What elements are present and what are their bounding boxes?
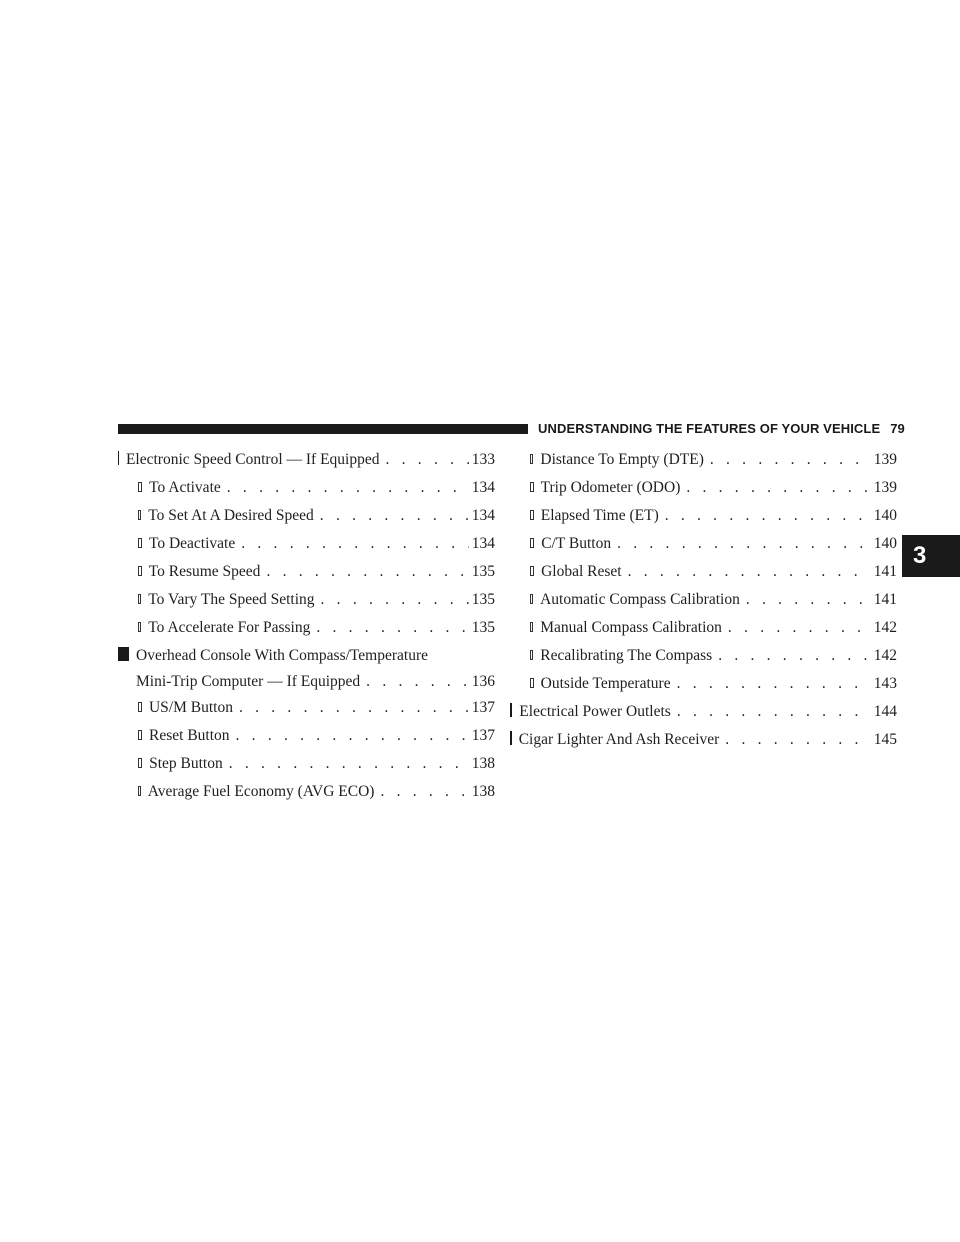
hollow-square-bullet-icon	[138, 622, 141, 632]
toc-subentry[interactable]	[510, 474, 897, 502]
dot-leader	[671, 698, 871, 726]
dot-leader	[260, 558, 469, 586]
dot-leader	[221, 474, 469, 502]
toc-section-entry[interactable]	[510, 726, 897, 754]
hollow-square-bullet-icon	[530, 566, 534, 576]
toc-subentry[interactable]	[510, 586, 897, 614]
toc-subentry-label: Trip Odometer (ODO)	[540, 479, 681, 496]
dot-leader	[230, 722, 469, 750]
filled-square-bullet-icon	[510, 703, 512, 717]
dot-leader	[223, 750, 469, 778]
toc-page-number: 142	[873, 647, 897, 664]
hollow-square-bullet-icon	[530, 622, 533, 632]
toc-section-label: Cigar Lighter And Ash Receiver	[518, 731, 720, 748]
toc-page-number: 141	[873, 591, 897, 608]
toc-page-number: 140	[873, 507, 897, 524]
toc-subentry-label: Step Button	[149, 755, 223, 772]
toc-page-number: 135	[471, 619, 495, 636]
toc-page-number: 142	[873, 619, 897, 636]
dot-leader	[380, 446, 470, 474]
toc-subentry[interactable]	[510, 502, 897, 530]
hollow-square-bullet-icon	[530, 482, 534, 492]
dot-leader	[671, 670, 871, 698]
toc-page-number: 134	[471, 507, 495, 524]
toc-subentry[interactable]	[510, 530, 897, 558]
running-header	[538, 420, 905, 438]
toc-subentry-label: To Resume Speed	[148, 563, 261, 580]
toc-subentry-label: To Accelerate For Passing	[148, 619, 311, 636]
header-page-number: 79	[890, 421, 905, 436]
toc-subentry[interactable]	[118, 722, 495, 750]
toc-subentry-label: Global Reset	[541, 563, 622, 580]
dot-leader	[360, 670, 469, 694]
toc-left-column	[118, 446, 495, 806]
toc-page-number: 137	[471, 727, 495, 744]
dot-leader	[233, 694, 469, 722]
toc-page-number: 144	[873, 703, 897, 720]
hollow-square-bullet-icon	[138, 566, 142, 576]
toc-subentry-label: Reset Button	[149, 727, 230, 744]
toc-page-number: 136	[471, 673, 495, 690]
toc-section-label: Electronic Speed Control — If Equipped	[125, 451, 380, 468]
toc-section-entry[interactable]	[118, 446, 495, 474]
header-title: UNDERSTANDING THE FEATURES OF YOUR VEHICLE	[538, 421, 881, 436]
dot-leader	[659, 502, 871, 530]
dot-leader	[374, 778, 469, 806]
toc-subentry-label: Average Fuel Economy (AVG ECO)	[147, 783, 375, 800]
toc-subentry-label: Elapsed Time (ET)	[540, 507, 659, 524]
toc-page-number: 134	[471, 479, 495, 496]
toc-subentry-label: Automatic Compass Calibration	[540, 591, 740, 608]
hollow-square-bullet-icon	[530, 678, 534, 688]
filled-square-bullet-icon	[118, 647, 129, 661]
filled-square-bullet-icon	[510, 731, 512, 745]
toc-subentry-label: To Activate	[149, 479, 221, 496]
toc-subentry-label: C/T Button	[541, 535, 612, 552]
toc-page-number: 140	[873, 535, 897, 552]
toc-section-entry[interactable]	[510, 698, 897, 726]
dot-leader	[719, 726, 871, 754]
toc-page-number: 143	[873, 675, 897, 692]
dot-leader	[622, 558, 871, 586]
toc-subentry[interactable]	[510, 614, 897, 642]
toc-section-label: Electrical Power Outlets	[519, 703, 671, 720]
toc-subentry[interactable]	[118, 778, 495, 806]
toc-subentry[interactable]	[510, 670, 897, 698]
toc-subentry-label: US/M Button	[148, 699, 233, 716]
hollow-square-bullet-icon	[530, 650, 533, 660]
toc-subentry[interactable]	[118, 614, 495, 642]
header-rule	[118, 424, 528, 434]
toc-page-number: 138	[471, 755, 495, 772]
hollow-square-bullet-icon	[138, 510, 141, 520]
hollow-square-bullet-icon	[138, 594, 141, 604]
filled-square-bullet-icon	[118, 451, 119, 465]
toc-right-column	[510, 446, 897, 754]
dot-leader	[310, 614, 469, 642]
toc-page-number: 135	[471, 591, 495, 608]
toc-page-number: 139	[873, 451, 897, 468]
toc-subentry-label: Recalibrating The Compass	[540, 647, 713, 664]
toc-subentry-label: To Set At A Desired Speed	[148, 507, 314, 524]
dot-leader	[712, 642, 871, 670]
dot-leader	[611, 530, 871, 558]
toc-subentry-label: Distance To Empty (DTE)	[540, 451, 704, 468]
hollow-square-bullet-icon	[138, 702, 142, 712]
hollow-square-bullet-icon	[138, 786, 141, 796]
dot-leader	[235, 530, 469, 558]
chapter-tab[interactable]: 3	[902, 535, 960, 577]
toc-page-number: 134	[471, 535, 495, 552]
toc-page-number: 137	[471, 699, 495, 716]
toc-subentry[interactable]	[118, 558, 495, 586]
hollow-square-bullet-icon	[138, 730, 142, 740]
toc-page-number: 138	[471, 783, 495, 800]
toc-page-number: 133	[471, 451, 495, 468]
hollow-square-bullet-icon	[138, 758, 142, 768]
toc-section-label-line1: Overhead Console With Compass/Temperature	[118, 642, 495, 670]
hollow-square-bullet-icon	[138, 538, 142, 548]
dot-leader	[314, 502, 469, 530]
dot-leader	[704, 446, 871, 474]
toc-subentry-label: To Vary The Speed Setting	[148, 591, 315, 608]
toc-section-entry[interactable]	[118, 642, 495, 694]
hollow-square-bullet-icon	[530, 454, 533, 464]
toc-subentry-label: Manual Compass Calibration	[540, 619, 722, 636]
toc-subentry[interactable]	[510, 642, 897, 670]
toc-page-number: 141	[873, 563, 897, 580]
toc-page-number: 145	[873, 731, 897, 748]
toc-subentry[interactable]	[510, 446, 897, 474]
toc-page-number: 139	[873, 479, 897, 496]
toc-subentry[interactable]	[118, 530, 495, 558]
toc-subentry[interactable]	[118, 694, 495, 722]
toc-subentry-label: To Deactivate	[148, 535, 236, 552]
toc-subentry[interactable]	[118, 750, 495, 778]
toc-subentry[interactable]	[118, 474, 495, 502]
hollow-square-bullet-icon	[530, 538, 534, 548]
dot-leader	[722, 614, 871, 642]
toc-subentry-label: Outside Temperature	[540, 675, 671, 692]
toc-section-label-line2: Mini-Trip Computer — If Equipped . . . 136	[118, 670, 495, 694]
toc-subentry[interactable]	[118, 586, 495, 614]
dot-leader	[680, 474, 871, 502]
dot-leader	[740, 586, 871, 614]
hollow-square-bullet-icon	[530, 510, 534, 520]
toc-page-number: 135	[471, 563, 495, 580]
hollow-square-bullet-icon	[138, 482, 142, 492]
toc-subentry[interactable]	[510, 558, 897, 586]
hollow-square-bullet-icon	[530, 594, 533, 604]
toc-subentry[interactable]	[118, 502, 495, 530]
dot-leader	[315, 586, 469, 614]
